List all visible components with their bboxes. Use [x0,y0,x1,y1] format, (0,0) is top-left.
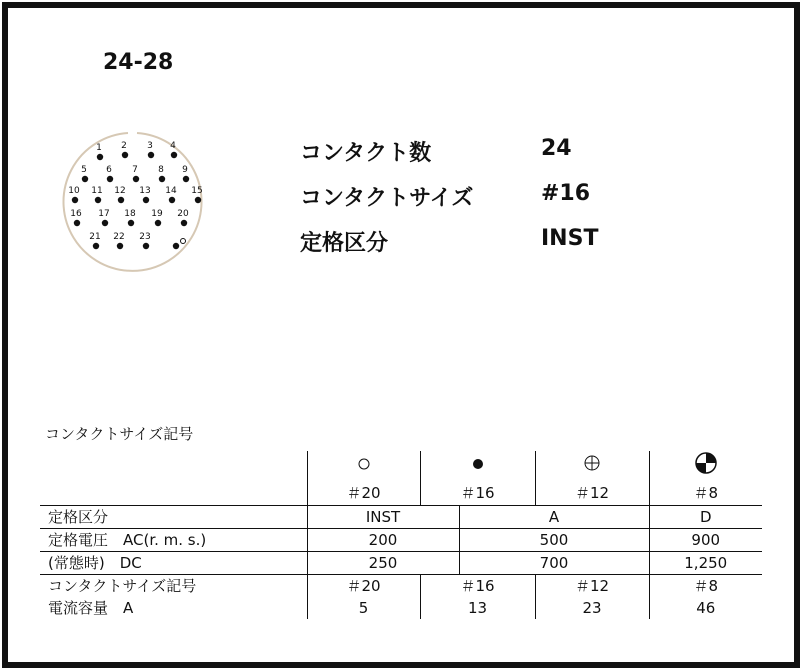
pin-label: 10 [68,186,80,196]
pin-label: 13 [139,186,151,196]
dc-voltage-value: 1,250 [684,553,728,572]
pin-label: 19 [151,209,163,219]
pin-dot [148,152,154,158]
pin-dot [93,243,99,249]
rating-class-label: 定格区分 [40,505,307,528]
current-capacity-value: 23 [535,597,649,619]
pin-label: 5 [81,165,87,175]
dc-voltage-label: (常態時) DC [40,551,307,574]
contact-size-value: ＃8 [693,576,719,595]
pin-label: 3 [147,141,153,151]
quartered-circle-icon [694,451,718,475]
pin-labels [68,141,202,242]
dc-voltage-value: 250 [307,551,459,574]
pin-dot [97,154,103,160]
contact-size-value: ＃12 [535,574,649,597]
contact-spec-table [40,451,762,619]
pin-label: 6 [106,165,112,175]
contact-size-row-label: コンタクトサイズ記号 [40,574,307,597]
pin-label: 21 [89,232,101,242]
ac-voltage-value: 200 [307,528,459,551]
open-circle-icon [357,457,371,471]
ac-voltage-value: 500 [459,528,649,551]
pin-dot [102,220,108,226]
pin-dot [82,176,88,182]
pin-dot [133,176,139,182]
pin-label: 20 [177,209,189,219]
pin-dot [95,197,101,203]
rating-value: D [699,507,712,526]
ac-voltage-label: 定格電圧 AC(r. m. s.) [40,528,307,551]
pin-dot [155,220,161,226]
polarizing-key-mark [181,239,186,244]
current-capacity-value: 5 [307,597,420,619]
rating-value: INST [307,505,459,528]
crossed-circle-icon [583,454,601,472]
pin-label: 9 [182,165,188,175]
pin-dot [128,220,134,226]
current-capacity-label: 電流容量 A [40,597,307,619]
pin-dot [159,176,165,182]
rating-value: A [459,505,649,528]
pin-label: 15 [191,186,203,196]
size-symbol-label: ＃12 [535,481,649,505]
pin-label: 14 [165,186,177,196]
size-symbol-label: ＃8 [693,483,719,502]
pin-label: 12 [114,186,126,196]
size-symbol-label: ＃20 [307,481,420,505]
spec-value-contact-size: #16 [541,181,591,206]
pin-label: 7 [132,165,138,175]
dc-voltage-value: 700 [459,551,649,574]
pin-dot [107,176,113,182]
pin-dot [183,176,189,182]
pin-label: 22 [113,232,125,242]
pin-label: 4 [170,141,176,151]
pin-dot [117,243,123,249]
spec-label-contact-count: コンタクト数 [300,141,432,166]
size-symbol-label: ＃16 [420,481,535,505]
contact-size-symbol-title: コンタクトサイズ記号 [45,425,194,443]
spec-label-rating-class: 定格区分 [300,231,389,256]
pin-dot [171,152,177,158]
pin-dot [118,197,124,203]
spec-value-rating-class: INST [541,226,599,251]
contact-size-value: ＃20 [307,574,420,597]
filled-circle-icon [471,457,485,471]
pin-label: 8 [158,165,164,175]
pin-label: 2 [121,141,127,151]
connector-pinout-diagram [60,120,206,276]
pin-dot [72,197,78,203]
current-capacity-value: 46 [696,598,716,617]
pin-dot [169,197,175,203]
pin-label: 11 [91,186,103,196]
pin-dot [195,197,201,203]
part-number: 24-28 [103,50,174,75]
ac-voltage-value: 900 [691,530,721,549]
pin-label: 17 [98,209,110,219]
pin-dot [181,220,187,226]
pin-dot [173,243,179,249]
contact-size-value: ＃16 [420,574,535,597]
pin-dot [143,197,149,203]
pin-label: 1 [96,143,102,153]
pin-dot [122,152,128,158]
pin-label: 23 [139,232,151,242]
spec-label-contact-size: コンタクトサイズ [300,186,474,211]
pin-dot [143,243,149,249]
pin-label: 16 [70,209,82,219]
connector-shell-outline [64,133,202,271]
pin-label: 18 [124,209,136,219]
spec-value-contact-count: 24 [541,136,572,161]
pin-dot [74,220,80,226]
current-capacity-value: 13 [420,597,535,619]
